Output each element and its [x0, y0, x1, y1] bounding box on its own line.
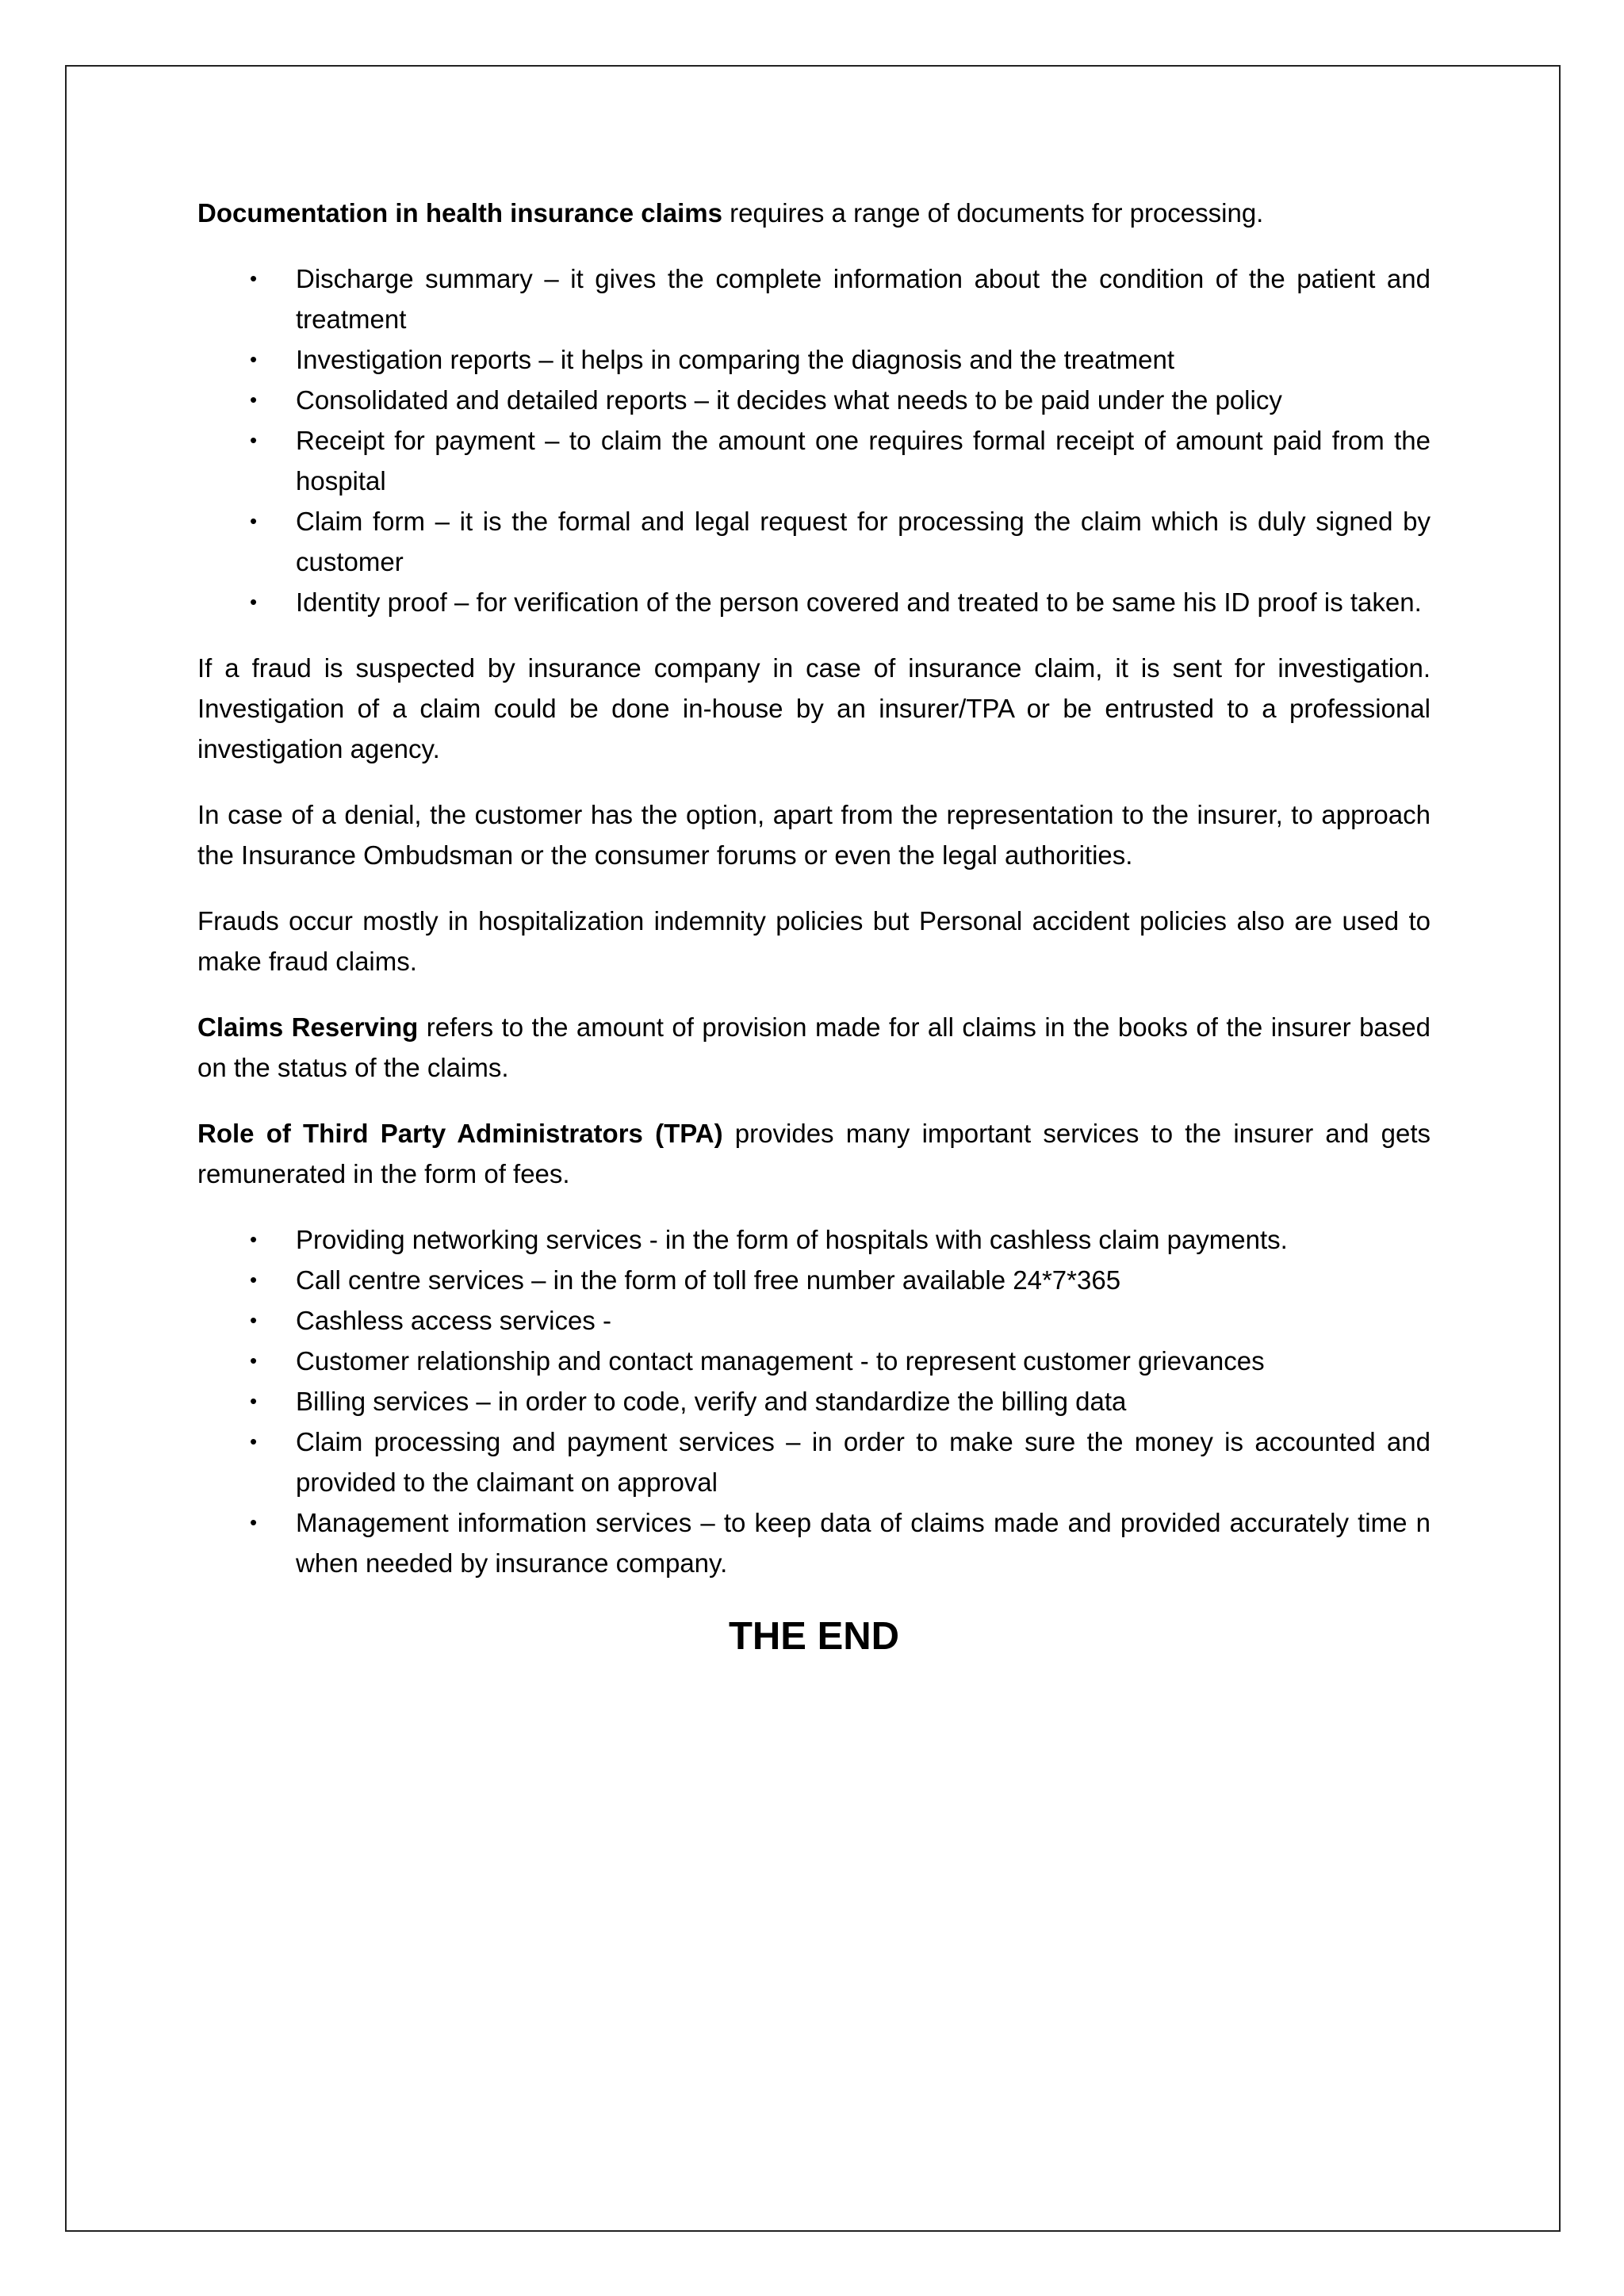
list-item-text: Cashless access services - — [296, 1306, 611, 1335]
bullet-icon: • — [250, 1308, 258, 1332]
bullet-icon: • — [250, 1429, 258, 1453]
list-item-text: Receipt for payment – to claim the amount one requires formal receipt of amount paid from the hospital — [296, 426, 1431, 496]
bullet-icon: • — [250, 1268, 258, 1292]
list-item-text: Claim form – it is the formal and legal request for processing the claim which is duly signed by customer — [296, 507, 1431, 576]
documents-list — [197, 258, 1431, 622]
bullet-icon: • — [250, 1510, 258, 1534]
list-item-text: Management information services – to keep data of claims made and provided accurately time n when needed by insurance company. — [296, 1508, 1431, 1578]
list-item — [197, 501, 1431, 582]
end-title: THE END — [728, 1615, 900, 1658]
list-item — [197, 1341, 1431, 1381]
document-body — [197, 193, 1431, 1664]
list-item-text: Consolidated and detailed reports – it decides what needs to be paid under the policy — [296, 385, 1282, 415]
bullet-icon: • — [250, 1389, 258, 1413]
bullet-icon: • — [250, 1349, 258, 1372]
intro-paragraph — [197, 193, 1431, 233]
list-item — [197, 1260, 1431, 1300]
bullet-icon: • — [250, 509, 258, 533]
tpa-text: provides many important services to the insurer and gets remunerated in the form of fees. — [197, 1119, 1431, 1188]
list-item-text: Customer relationship and contact management - to represent customer grievances — [296, 1346, 1265, 1376]
tpa-services-list — [197, 1219, 1431, 1583]
tpa-bold: Role of Third Party Administrators (TPA) — [197, 1119, 723, 1148]
bullet-icon: • — [250, 1227, 258, 1251]
tpa-paragraph — [197, 1113, 1431, 1194]
list-item-text: Providing networking services - in the form of hospitals with cashless claim payments. — [296, 1225, 1288, 1254]
intro-bold: Documentation in health insurance claims — [197, 198, 722, 228]
list-item — [197, 1381, 1431, 1422]
denial-paragraph: In case of a denial, the customer has the option, apart from the representation to the insurer, to approach the Insurance Ombudsman or the consumer forums or even the legal authorities. — [197, 800, 1431, 870]
list-item-text: Claim processing and payment services – in order to make sure the money is accounted and provided to the claimant on approval — [296, 1427, 1431, 1497]
bullet-icon: • — [250, 590, 258, 614]
bullet-icon: • — [250, 347, 258, 371]
list-item — [197, 380, 1431, 420]
reserving-paragraph — [197, 1007, 1431, 1088]
fraud-paragraph: If a fraud is suspected by insurance company in case of insurance claim, it is sent for investigation. Investigation of a claim could be done in-house by an insurer/TPA or be entrusted to a professional investigation agency. — [197, 653, 1431, 763]
reserving-text: refers to the amount of provision made for all claims in the books of the insurer based on the status of the claims. — [197, 1012, 1431, 1082]
bullet-icon: • — [250, 388, 258, 411]
list-item — [197, 339, 1431, 380]
list-item — [197, 420, 1431, 501]
list-item — [197, 1219, 1431, 1260]
reserving-bold: Claims Reserving — [197, 1012, 419, 1042]
list-item — [197, 1502, 1431, 1583]
frauds-paragraph: Frauds occur mostly in hospitalization indemnity policies but Personal accident policies also are used to make fraud claims. — [197, 906, 1431, 976]
list-item-text: Call centre services – in the form of toll free number available 24*7*365 — [296, 1265, 1121, 1295]
list-item-text: Investigation reports – it helps in comparing the diagnosis and the treatment — [296, 345, 1174, 374]
bullet-icon: • — [250, 266, 258, 290]
list-item — [197, 582, 1431, 622]
list-item — [197, 1422, 1431, 1502]
list-item-text: Billing services – in order to code, verify and standardize the billing data — [296, 1387, 1127, 1416]
list-item — [197, 1300, 1431, 1341]
list-item-text: Discharge summary – it gives the complete information about the condition of the patient and treatment — [296, 264, 1431, 334]
intro-text: requires a range of documents for processing. — [722, 198, 1264, 228]
list-item-text: Identity proof – for verification of the person covered and treated to be same his ID proof is taken. — [296, 587, 1422, 617]
list-item — [197, 258, 1431, 339]
bullet-icon: • — [250, 428, 258, 452]
